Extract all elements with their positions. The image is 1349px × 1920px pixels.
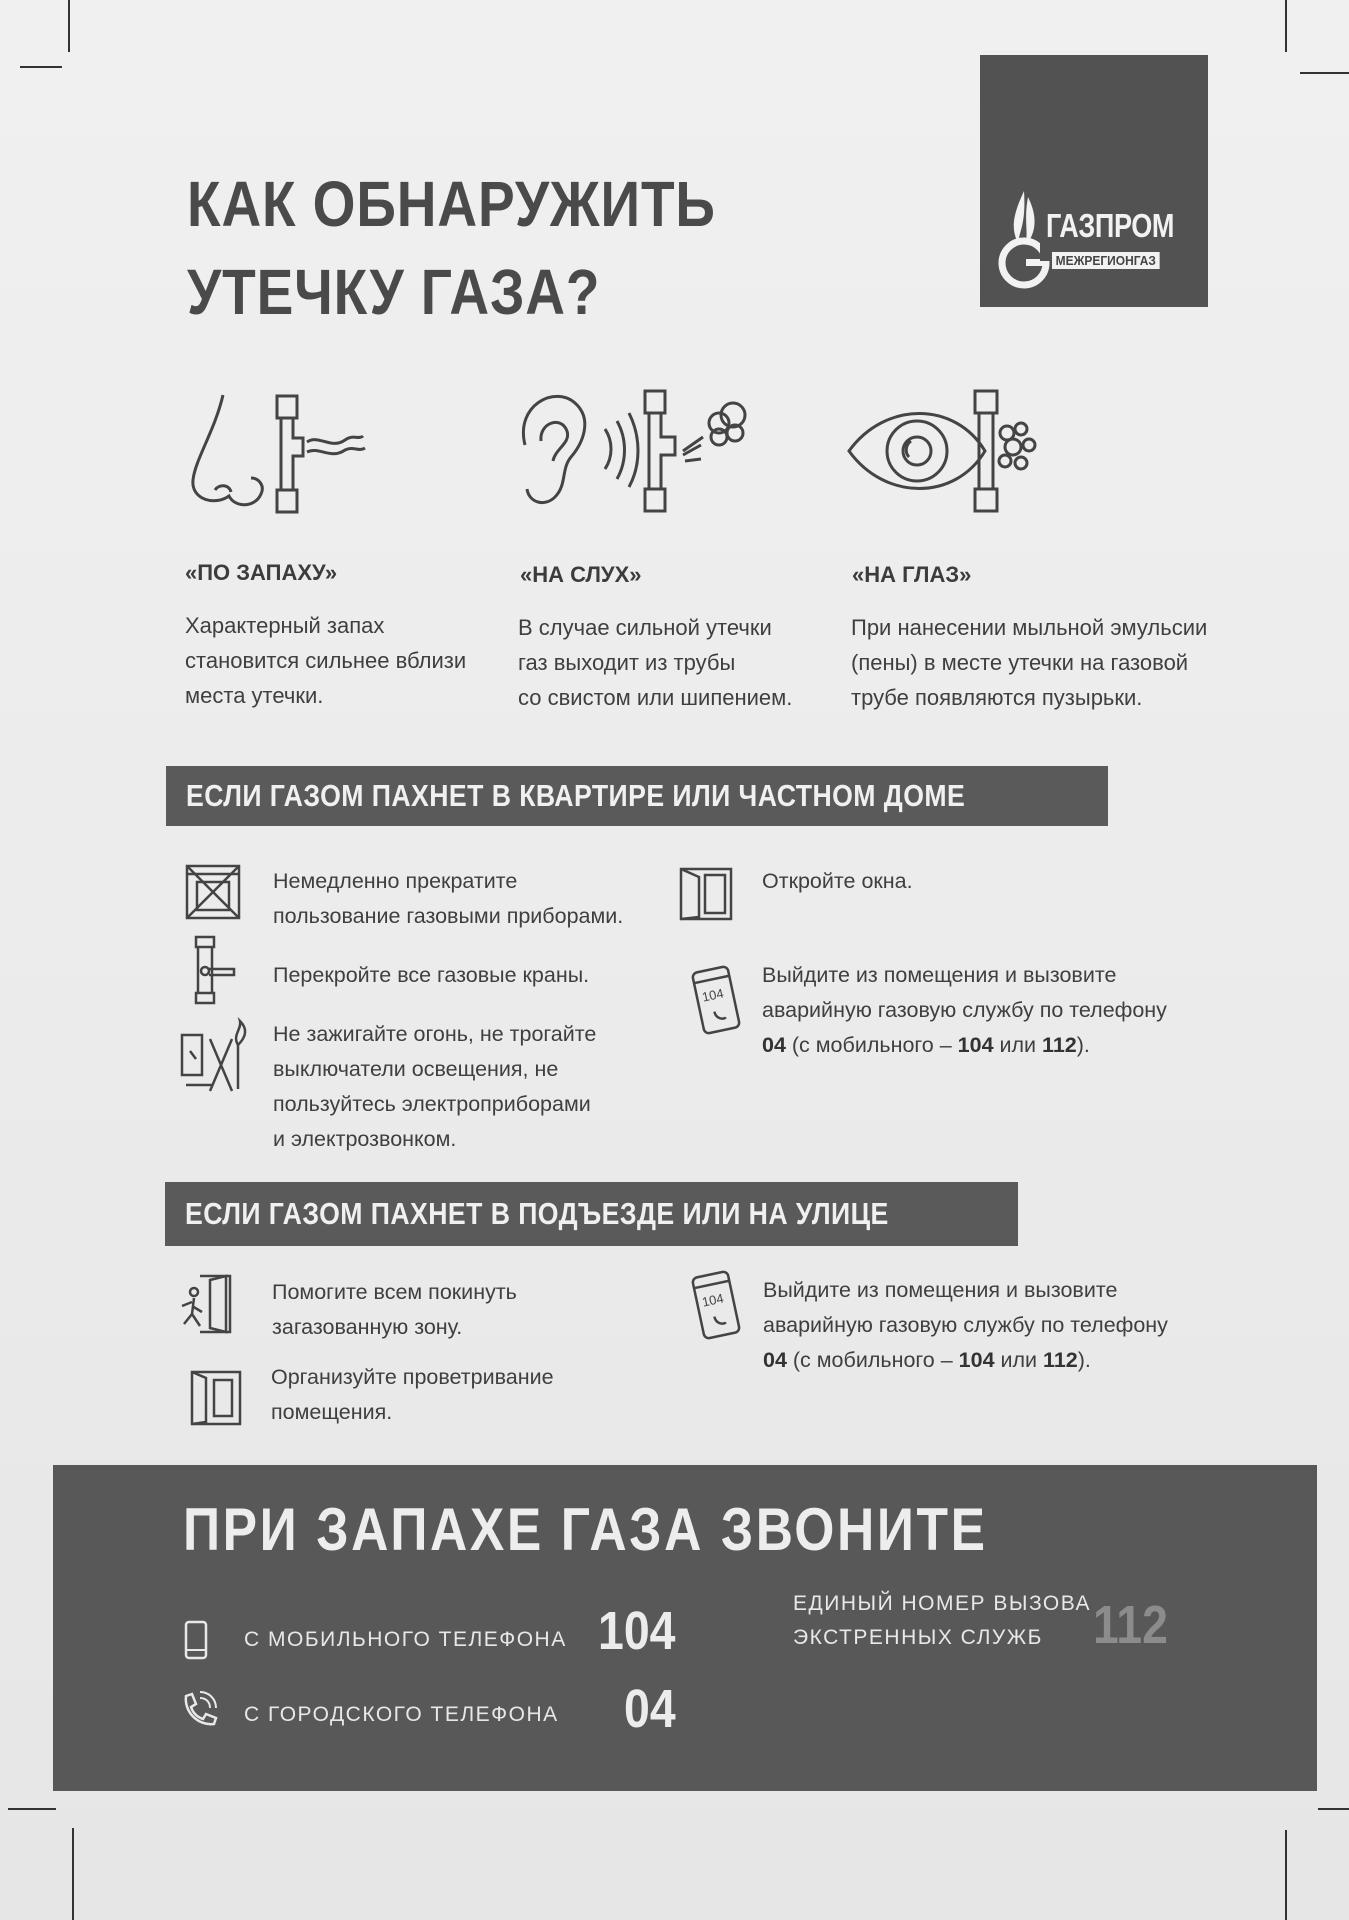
title-line-2: УТЕЧКУ ГАЗА? (187, 256, 601, 328)
instruction-open-windows: Откройте окна. (762, 869, 913, 893)
section-heading-home: ЕСЛИ ГАЗОМ ПАХНЕТ В КВАРТИРЕ ИЛИ ЧАСТНОМ ДОМЕ (166, 766, 1108, 826)
instruction-close-valves: Перекройте все газовые краны. (273, 963, 590, 987)
crop-mark (1285, 1830, 1287, 1920)
window-icon (188, 1368, 244, 1428)
crop-mark (20, 66, 62, 68)
title-line-1: КАК ОБНАРУЖИТЬ (187, 168, 716, 240)
mobile-number: 104 (598, 1601, 676, 1661)
eye-icon (845, 385, 1050, 520)
landline-phone-icon (178, 1690, 218, 1730)
instruction-ventilate: Организуйте проветривание помещения. (271, 1365, 554, 1424)
instruction-no-fire: Не зажигайте огонь, не трогайте выключатели освещения, не пользуйтесь электроприборами и электрозвонком. (273, 1022, 597, 1151)
no-fire-icon (172, 1015, 262, 1095)
crop-mark (1300, 72, 1349, 74)
section-heading-street: ЕСЛИ ГАЗОМ ПАХНЕТ В ПОДЪЕЗДЕ ИЛИ НА УЛИЦЕ (165, 1182, 1018, 1246)
stove-off-icon (183, 862, 243, 922)
instruction-help-leave: Помогите всем покинуть загазованную зону. (272, 1280, 517, 1339)
crop-mark (8, 1808, 56, 1810)
window-icon (677, 865, 735, 923)
instruction-stop-appliances: Немедленно прекратите пользование газовыми приборами. (273, 869, 624, 928)
method-title-sight: «НА ГЛАЗ» (852, 562, 972, 587)
phone-104-icon (690, 965, 742, 1035)
method-title-smell: «ПО ЗАПАХУ» (185, 560, 338, 585)
footer-title: ПРИ ЗАПАХЕ ГАЗА ЗВОНИТЕ (183, 1496, 988, 1563)
crop-mark (72, 1828, 74, 1920)
page-title (187, 160, 716, 336)
crop-mark (1285, 0, 1287, 52)
method-text-hearing: В случае сильной утечки газ выходит из трубы со свистом или шипением. (518, 615, 793, 710)
logo-subtitle: МЕЖРЕГИОНГАЗ (1052, 252, 1160, 269)
svg-text:104: 104 (700, 1290, 725, 1310)
ear-icon (505, 385, 760, 520)
method-text-smell: Характерный запах становится сильнее вблизи места утечки. (185, 613, 467, 708)
crop-mark (1318, 1808, 1349, 1810)
mobile-label: С МОБИЛЬНОГО ТЕЛЕФОНА (244, 1628, 567, 1651)
method-title-hearing: «НА СЛУХ» (520, 562, 642, 587)
nose-icon (185, 390, 370, 520)
gazprom-logo (980, 55, 1208, 307)
crop-mark (68, 0, 70, 52)
phone-104-icon (690, 1270, 742, 1340)
instruction-call-emergency-street: Выйдите из помещения и вызовите аварийную газовую службу по телефону 04 (с мобильного – 104 или 112). (763, 1278, 1168, 1372)
gas-valve-icon (188, 935, 244, 1005)
flame-logo-icon (996, 183, 1052, 293)
mobile-phone-icon (183, 1620, 209, 1660)
exit-icon (180, 1272, 236, 1336)
emergency-number: 112 (1093, 1595, 1168, 1655)
emergency-label-line1: ЕДИНЫЙ НОМЕР ВЫЗОВА (793, 1592, 1092, 1615)
instruction-call-emergency-home: Выйдите из помещения и вызовите аварийную газовую службу по телефону 04 (с мобильного – 104 или 112). (762, 963, 1167, 1057)
landline-number: 04 (624, 1679, 676, 1739)
svg-text:104: 104 (700, 985, 725, 1005)
logo-name: ГАЗПРОМ (1046, 207, 1174, 244)
method-text-sight: При нанесении мыльной эмульсии (пены) в месте утечки на газовой трубе появляются пузырьки. (851, 615, 1208, 710)
emergency-label-line2: ЭКСТРЕННЫХ СЛУЖБ (793, 1626, 1043, 1649)
landline-label: С ГОРОДСКОГО ТЕЛЕФОНА (244, 1703, 559, 1726)
